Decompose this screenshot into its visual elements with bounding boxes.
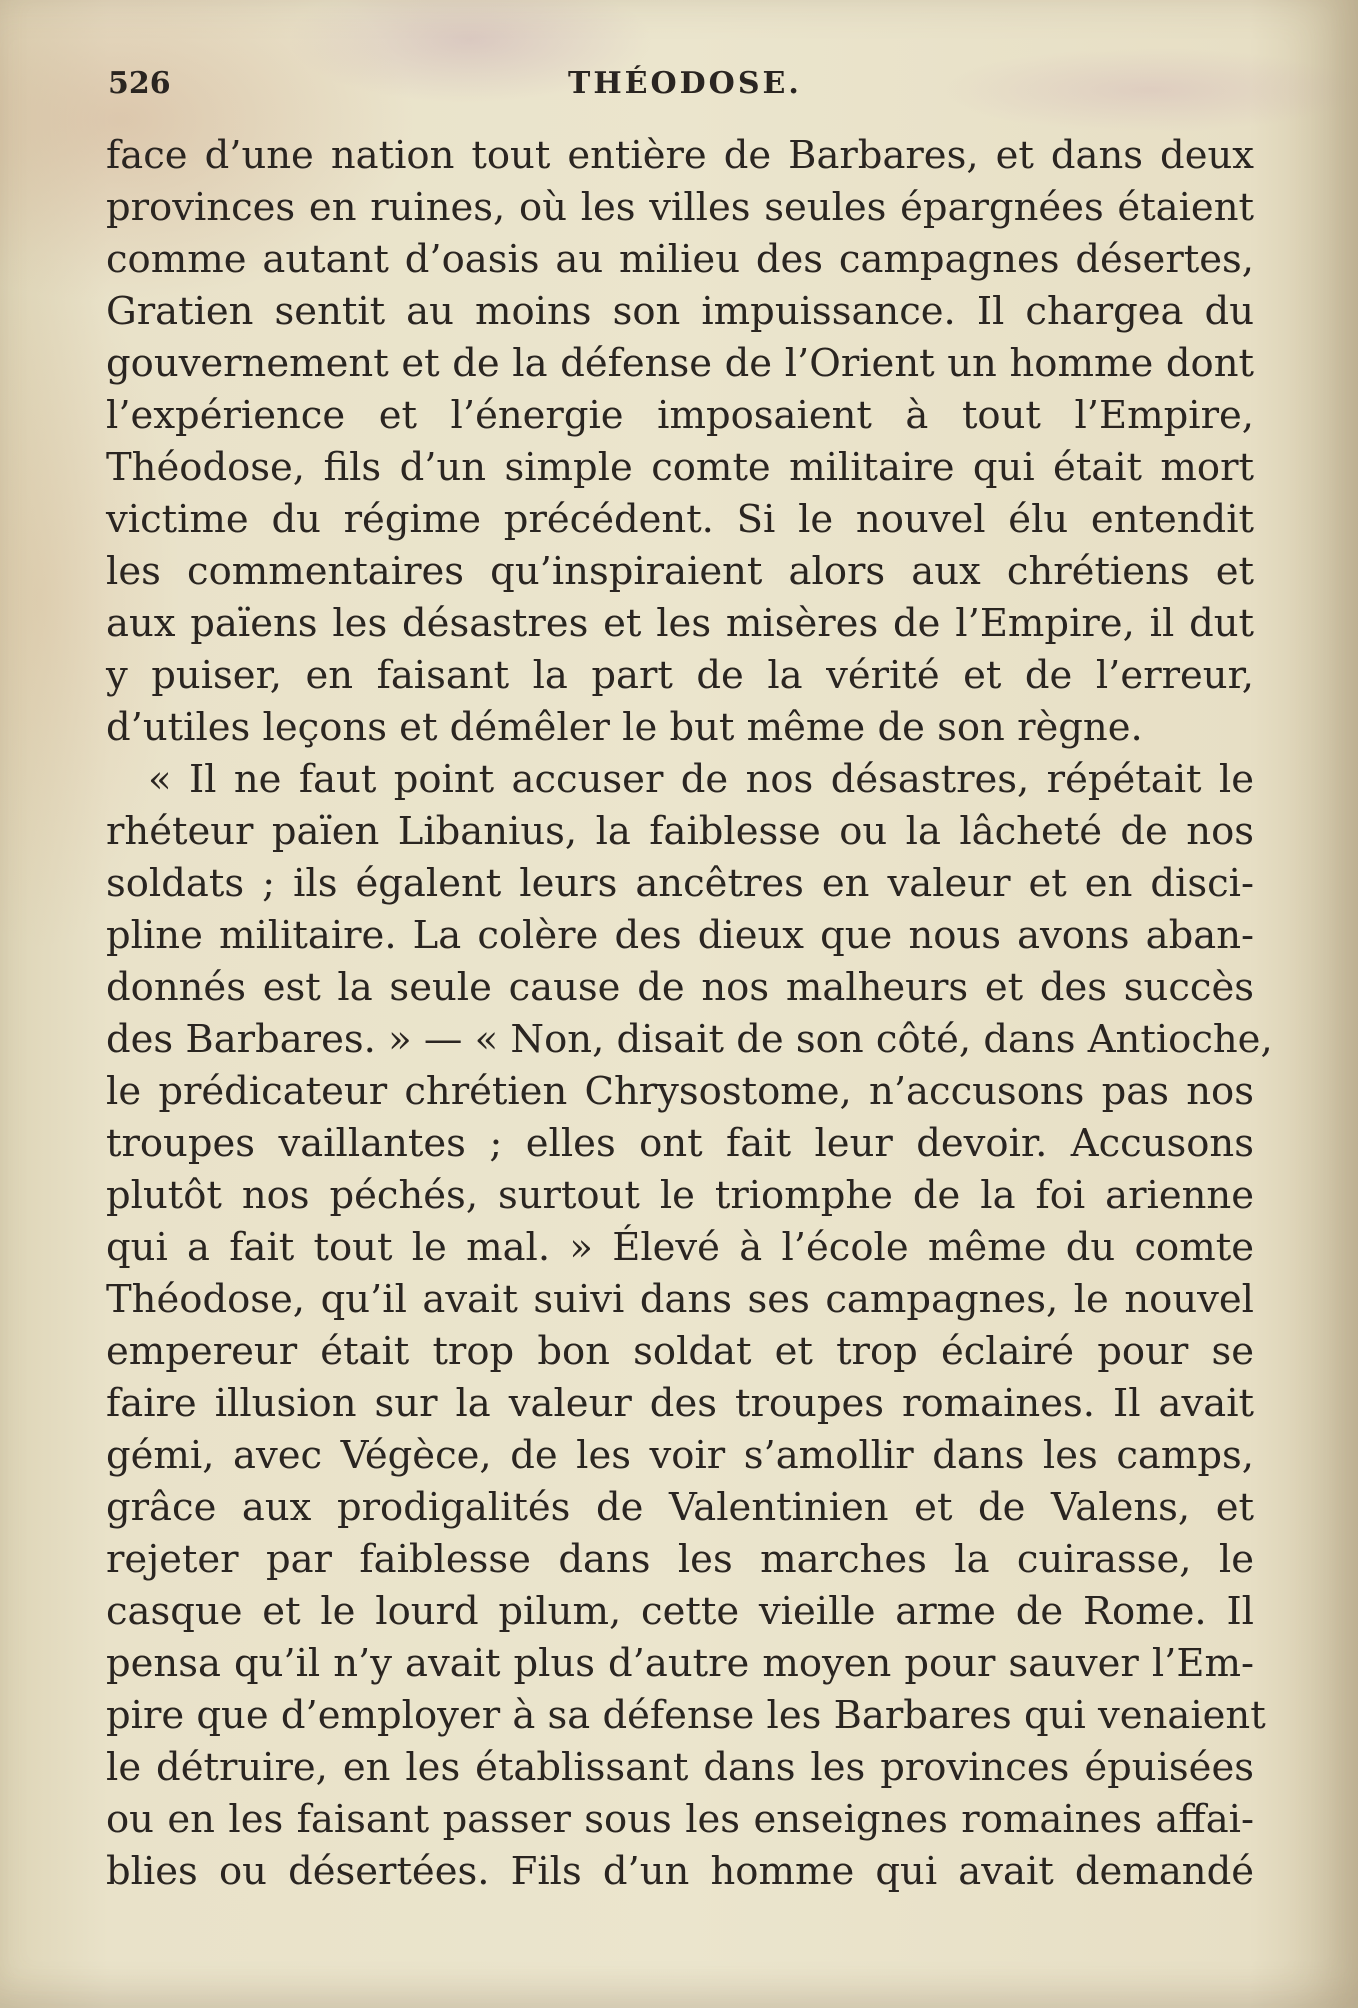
text-line: gémi, avec Végèce, de les voir s’amollir dans les camps, — [106, 1433, 1254, 1478]
text-line: Théodose, qu’il avait suivi dans ses campagnes, le nouvel — [106, 1277, 1254, 1322]
text-line: Théodose, fils d’un simple comte militaire qui était mort — [106, 445, 1254, 490]
text-line: « Il ne faut point accuser de nos désastres, répétait le — [148, 757, 1254, 802]
text-line: plutôt nos péchés, surtout le triomphe de la foi arienne — [106, 1173, 1254, 1218]
text-line: pline militaire. La colère des dieux que nous avons aban- — [106, 913, 1254, 958]
page-header — [108, 66, 1258, 106]
text-line: donnés est la seule cause de nos malheurs et des succès — [106, 965, 1254, 1010]
text-line: rhéteur païen Libanius, la faiblesse ou la lâcheté de nos — [106, 809, 1254, 854]
text-line: blies ou désertées. Fils d’un homme qui avait demandé — [106, 1849, 1254, 1894]
text-line: rejeter par faiblesse dans les marches la cuirasse, le — [106, 1537, 1254, 1582]
text-line: faire illusion sur la valeur des troupes romaines. Il avait — [106, 1381, 1254, 1426]
text-line: comme autant d’oasis au milieu des campagnes désertes, — [106, 237, 1254, 282]
text-line: grâce aux prodigalités de Valentinien et de Valens, et — [106, 1485, 1254, 1530]
page-number: 526 — [108, 66, 171, 101]
body-text — [106, 130, 1273, 1898]
text-line: Gratien sentit au moins son impuissance. Il chargea du — [106, 289, 1254, 334]
text-line: soldats ; ils égalent leurs ancêtres en valeur et en disci- — [106, 861, 1254, 906]
text-line: face d’une nation tout entière de Barbares, et dans deux — [106, 133, 1254, 178]
text-line: ou en les faisant passer sous les enseignes romaines affai- — [106, 1797, 1254, 1842]
text-line: qui a fait tout le mal. » Élevé à l’école même du comte — [106, 1225, 1254, 1270]
text-line: casque et le lourd pilum, cette vieille arme de Rome. Il — [106, 1589, 1254, 1634]
text-line: d’utiles leçons et démêler le but même de son règne. — [106, 705, 1143, 750]
text-line: gouvernement et de la défense de l’Orient un homme dont — [106, 341, 1254, 386]
text-line: l’expérience et l’énergie imposaient à tout l’Empire, — [106, 393, 1254, 438]
text-line: des Barbares. » — « Non, disait de son côté, dans Antioche, — [106, 1017, 1273, 1062]
text-line: le détruire, en les établissant dans les provinces épuisées — [106, 1745, 1254, 1790]
text-line: pire que d’employer à sa défense les Barbares qui venaient — [106, 1693, 1266, 1738]
text-line: empereur était trop bon soldat et trop éclairé pour se — [106, 1329, 1254, 1374]
text-line: victime du régime précédent. Si le nouvel élu entendit — [106, 497, 1254, 542]
text-line: pensa qu’il n’y avait plus d’autre moyen pour sauver l’Em- — [106, 1641, 1254, 1686]
text-line: y puiser, en faisant la part de la vérité et de l’erreur, — [106, 653, 1254, 698]
running-title: THÉODOSE. — [568, 66, 802, 101]
text-line: le prédicateur chrétien Chrysostome, n’accusons pas nos — [106, 1069, 1254, 1114]
text-line: provinces en ruines, où les villes seules épargnées étaient — [106, 185, 1254, 230]
text-line: troupes vaillantes ; elles ont fait leur devoir. Accusons — [106, 1121, 1254, 1166]
text-line: les commentaires qu’inspiraient alors aux chrétiens et — [106, 549, 1254, 594]
text-line: aux païens les désastres et les misères de l’Empire, il dut — [106, 601, 1254, 646]
